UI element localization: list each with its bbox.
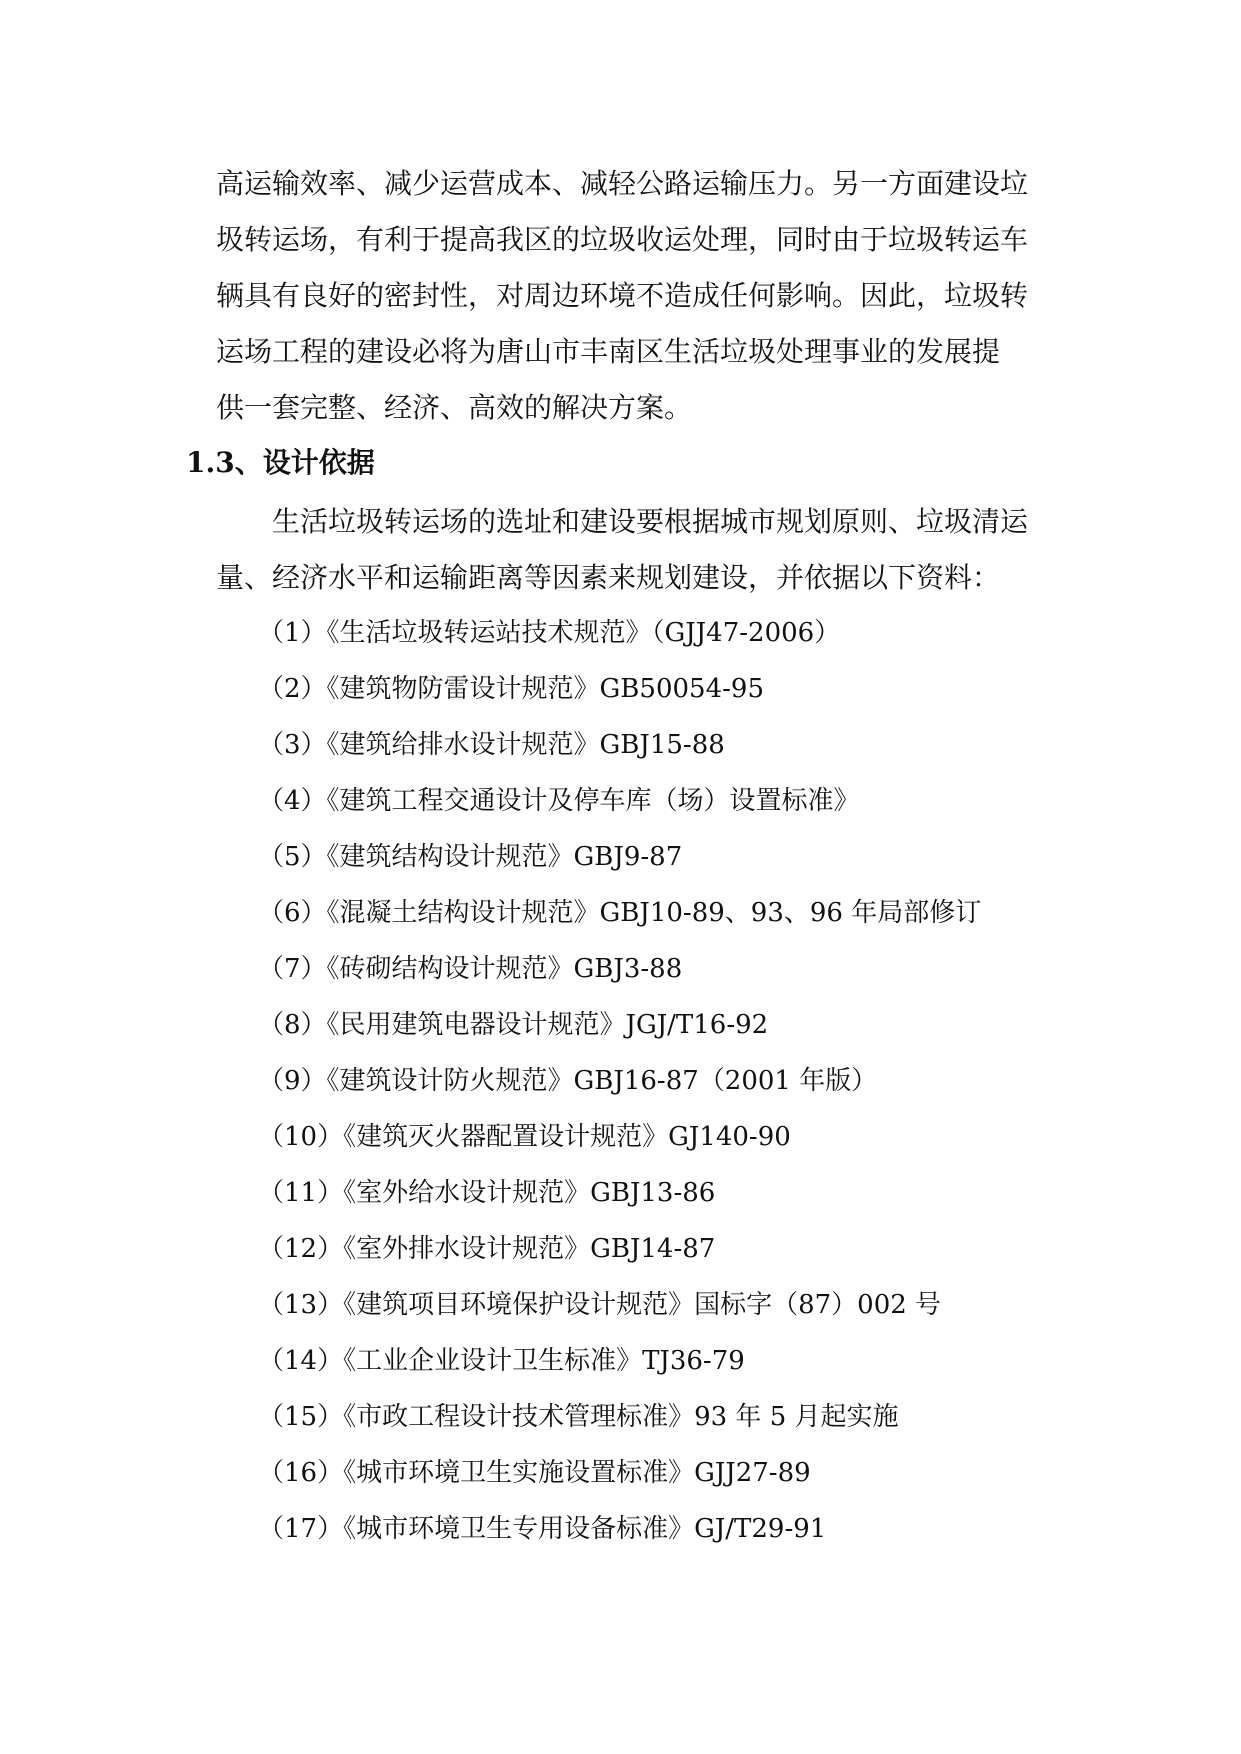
section-line: 生活垃圾转运场的选址和建设要根据城市规划原则、垃圾清运 [272, 505, 1029, 538]
reference-item: （7）《砖砌结构设计规范》GBJ3-88 [258, 954, 683, 984]
intro-line: 圾转运场，有利于提高我区的垃圾收运处理，同时由于垃圾转运车 [216, 223, 1029, 256]
section-heading: 1.3、设计依据 [186, 446, 375, 479]
intro-line: 运场工程的建设必将为唐山市丰南区生活垃圾处理事业的发展提 [216, 335, 1001, 368]
reference-item: （9）《建筑设计防火规范》GBJ16-87（2001 年版） [258, 1066, 878, 1096]
reference-item: （8）《民用建筑电器设计规范》JGJ/T16-92 [258, 1010, 769, 1040]
reference-item: （6）《混凝土结构设计规范》GBJ10-89、93、96 年局部修订 [258, 898, 982, 928]
reference-item: （5）《建筑结构设计规范》GBJ9-87 [258, 842, 683, 872]
reference-item: （16）《城市环境卫生实施设置标准》GJJ27-89 [258, 1458, 811, 1488]
reference-item: （12）《室外排水设计规范》GBJ14-87 [258, 1234, 716, 1264]
reference-item: （10）《建筑灭火器配置设计规范》GJ140-90 [258, 1122, 791, 1152]
reference-item: （17）《城市环境卫生专用设备标准》GJ/T29-91 [258, 1514, 827, 1544]
reference-item: （15）《市政工程设计技术管理标准》93 年 5 月起实施 [258, 1402, 899, 1432]
intro-line: 供一套完整、经济、高效的解决方案。 [216, 391, 693, 424]
reference-item: （4）《建筑工程交通设计及停车库（场）设置标准》 [258, 786, 860, 816]
intro-line: 高运输效率、减少运营成本、减轻公路运输压力。另一方面建设垃 [216, 167, 1029, 200]
section-line: 量、经济水平和运输距离等因素来规划建设，并依据以下资料： [216, 561, 1001, 594]
reference-item: （13）《建筑项目环境保护设计规范》国标字（87）002 号 [258, 1290, 942, 1320]
reference-item: （11）《室外给水设计规范》GBJ13-86 [258, 1178, 716, 1208]
reference-item: （3）《建筑给排水设计规范》GBJ15-88 [258, 730, 725, 760]
reference-item: （14）《工业企业设计卫生标准》TJ36-79 [258, 1346, 745, 1376]
reference-item: （2）《建筑物防雷设计规范》GB50054-95 [258, 674, 764, 704]
reference-item: （1）《生活垃圾转运站技术规范》（GJJ47-2006） [258, 618, 841, 648]
intro-line: 辆具有良好的密封性，对周边环境不造成任何影响。因此，垃圾转 [216, 279, 1029, 312]
